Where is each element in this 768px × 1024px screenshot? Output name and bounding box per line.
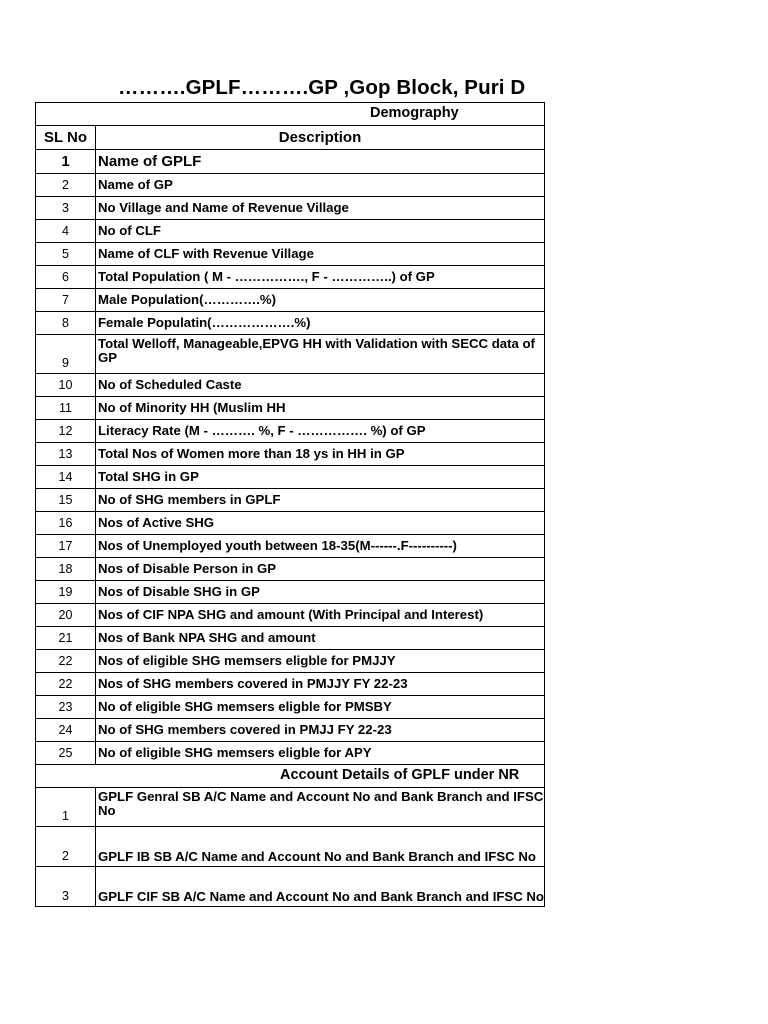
table-row [36,696,545,719]
table-row [36,719,545,742]
row-sl-cell: 12 [36,420,96,443]
row-description-cell: Name of GP [96,174,545,197]
row-sl-cell: 25 [36,742,96,765]
header-sl-no: SL No [36,126,96,150]
row-sl-cell: 8 [36,312,96,335]
row-description-cell: GPLF IB SB A/C Name and Account No and Bank Branch and IFSC No [96,827,545,867]
row-description-cell: No of CLF [96,220,545,243]
table-row [36,489,545,512]
row-sl-cell: 21 [36,627,96,650]
row-sl-cell: 17 [36,535,96,558]
table-row [36,397,545,420]
table-row [36,827,545,867]
table-row [36,742,545,765]
table-row [36,374,545,397]
row-sl-cell: 22 [36,673,96,696]
row-sl-cell: 5 [36,243,96,266]
row-description-cell: Total Population ( M - ……………., F - …………..) of GP [96,266,545,289]
row-description-cell: Nos of CIF NPA SHG and amount (With Principal and Interest) [96,604,545,627]
row-sl-cell: 24 [36,719,96,742]
gplf-data-table [35,102,545,907]
table-row [36,197,545,220]
row-description-cell: Name of GPLF [96,150,545,174]
row-description-cell: Female Populatin(……………….%) [96,312,545,335]
row-description-cell: GPLF Genral SB A/C Name and Account No and Bank Branch and IFSC No [96,788,545,827]
row-sl-cell: 1 [36,788,96,827]
section-row-account [36,765,545,788]
row-sl-cell: 6 [36,266,96,289]
table-row [36,312,545,335]
section-row-demography [36,103,545,126]
row-description-cell: No Village and Name of Revenue Village [96,197,545,220]
row-sl-cell: 3 [36,197,96,220]
table-row [36,558,545,581]
row-sl-cell: 18 [36,558,96,581]
row-sl-cell: 3 [36,867,96,907]
table-row [36,788,545,827]
row-description-cell: Total SHG in GP [96,466,545,489]
row-sl-cell: 2 [36,827,96,867]
table-row [36,150,545,174]
row-sl-cell: 19 [36,581,96,604]
row-sl-cell: 20 [36,604,96,627]
row-description-cell: Nos of Active SHG [96,512,545,535]
table-row [36,443,545,466]
row-sl-cell: 23 [36,696,96,719]
table-row [36,650,545,673]
table-row [36,266,545,289]
row-description-cell: Nos of SHG members covered in PMJJY FY 22-23 [96,673,545,696]
table-row [36,604,545,627]
row-sl-cell: 15 [36,489,96,512]
table-row [36,867,545,907]
row-description-cell: Total Welloff, Manageable,EPVG HH with Validation with SECC data of GP [96,335,545,374]
row-description-cell: No of Minority HH (Muslim HH [96,397,545,420]
table-row [36,627,545,650]
row-sl-cell: 16 [36,512,96,535]
table-header-row [36,126,545,150]
row-description-cell: No of SHG members covered in PMJJ FY 22-23 [96,719,545,742]
row-sl-cell: 11 [36,397,96,420]
row-description-cell: No of Scheduled Caste [96,374,545,397]
row-description-cell: Nos of Unemployed youth between 18-35(M------.F----------) [96,535,545,558]
table-row [36,673,545,696]
row-sl-cell: 7 [36,289,96,312]
table-row [36,220,545,243]
row-description-cell: Nos of eligible SHG memsers eligble for PMJJY [96,650,545,673]
row-description-cell: No of eligible SHG memsers eligble for APY [96,742,545,765]
row-description-cell: Name of CLF with Revenue Village [96,243,545,266]
row-sl-cell: 9 [36,335,96,374]
table-row [36,535,545,558]
section-heading-account-details: Account Details of GPLF under NR [36,765,545,788]
table-row [36,289,545,312]
row-description-cell: Total Nos of Women more than 18 ys in HH in GP [96,443,545,466]
row-description-cell: Literacy Rate (M - ………. %, F - ……………. %) of GP [96,420,545,443]
row-sl-cell: 13 [36,443,96,466]
table-row [36,466,545,489]
table-row [36,335,545,374]
table-row [36,174,545,197]
row-description-cell: No of SHG members in GPLF [96,489,545,512]
row-sl-cell: 1 [36,150,96,174]
table-row [36,243,545,266]
table-row [36,420,545,443]
row-sl-cell: 14 [36,466,96,489]
table-row [36,581,545,604]
row-sl-cell: 10 [36,374,96,397]
section-heading-demography: Demography [36,103,545,126]
row-description-cell: Nos of Disable Person in GP [96,558,545,581]
row-sl-cell: 4 [36,220,96,243]
row-description-cell: GPLF CIF SB A/C Name and Account No and Bank Branch and IFSC No [96,867,545,907]
header-description: Description [96,126,545,150]
table-row [36,512,545,535]
row-description-cell: No of eligible SHG memsers eligble for PMSBY [96,696,545,719]
document-title: ……….GPLF……….GP ,Gop Block, Puri D [118,76,526,99]
row-sl-cell: 22 [36,650,96,673]
row-description-cell: Male Population(………….%) [96,289,545,312]
row-description-cell: Nos of Bank NPA SHG and amount [96,627,545,650]
row-description-cell: Nos of Disable SHG in GP [96,581,545,604]
row-sl-cell: 2 [36,174,96,197]
